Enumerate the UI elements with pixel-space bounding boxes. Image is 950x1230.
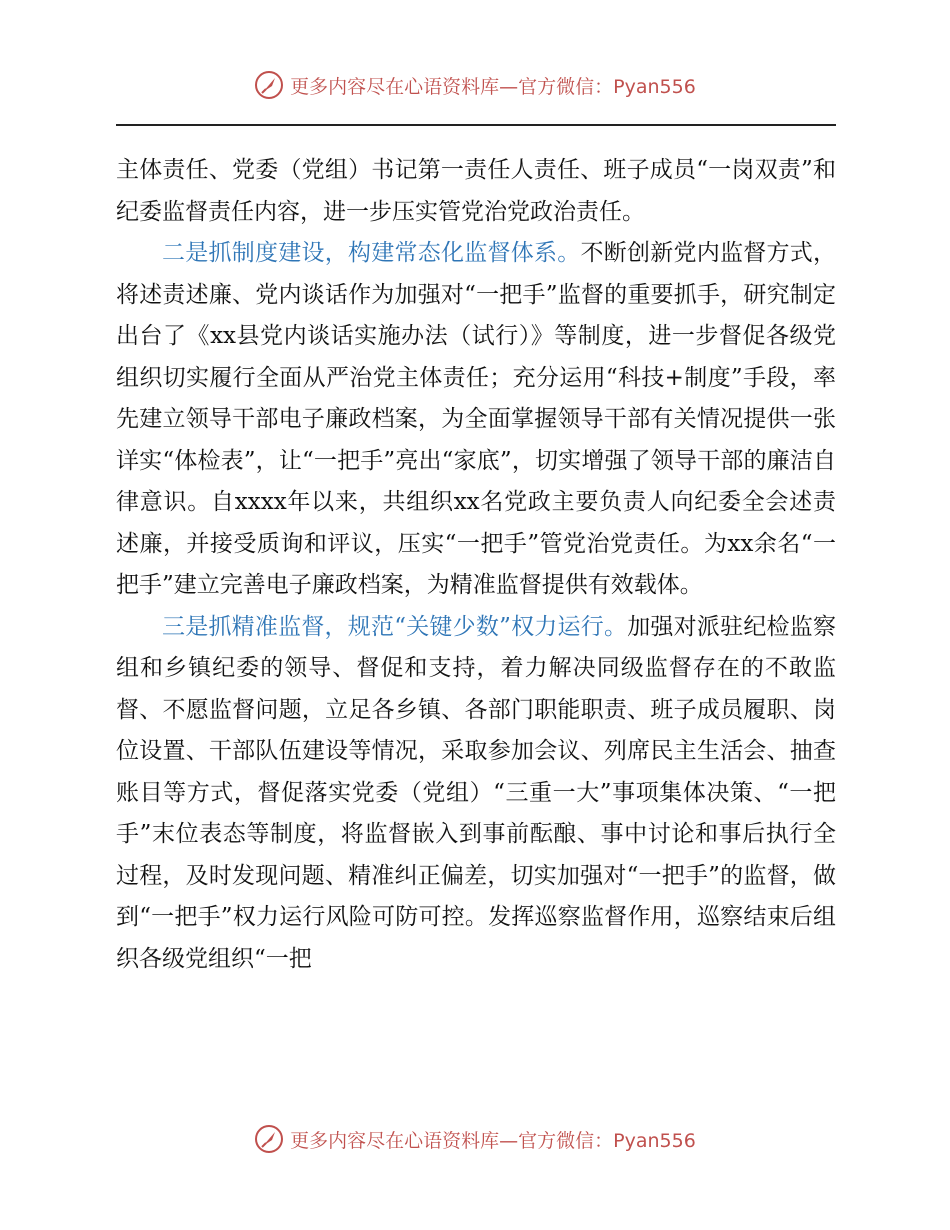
document-body [116, 150, 836, 980]
footer-watermark-text: 更多内容尽在心语资料库—官方微信：Pyan556 [290, 1129, 696, 1152]
paragraph-3-text: 加强对派驻纪检监察组和乡镇纪委的领导、督促和支持，着力解决同级监督存在的不敢监督、不愿监督问题，立足各乡镇、各部门职能职责、班子成员履职、岗位设置、干部队伍建设等情况，采取参加会议、列席民主生活会、抽查账目等方式，督促落实党委（党组）“三重一大”事项集体决策、“一把手”末位表态等制度，将监督嵌入到事前酝酿、事中讨论和事后执行全过程，及时发现问题、精准纠正偏差，切实加强对“一把手”的监督，做到“一把手”权力运行风险可防可控。发挥巡察监督作用，巡察结束后组织各级党组织“一把 [116, 613, 836, 972]
paragraph-3 [116, 607, 836, 981]
footer-watermark [0, 1124, 950, 1154]
feather-pen-logo-icon [254, 70, 284, 100]
paragraph-2 [116, 233, 836, 607]
header-watermark [0, 70, 950, 100]
paragraph-3-heading: 三是抓精准监督，规范“关键少数”权力运行。 [162, 613, 628, 640]
paragraph-1: 主体责任、党委（党组）书记第一责任人责任、班子成员“一岗双责”和纪委监督责任内容，进一步压实管党治党政治责任。 [116, 157, 836, 225]
header-watermark-text: 更多内容尽在心语资料库—官方微信：Pyan556 [290, 75, 696, 98]
feather-pen-logo-icon [254, 1124, 284, 1154]
header-divider [116, 124, 836, 126]
paragraph-2-heading: 二是抓制度建设，构建常态化监督体系。 [162, 240, 581, 266]
paragraph-2-text: 不断创新党内监督方式，将述责述廉、党内谈话作为加强对“一把手”监督的重要抓手，研究制定出台了《xx县党内谈话实施办法（试行）》等制度，进一步督促各级党组织切实履行全面从严治党主体责任；充分运用“科技+制度”手段，率先建立领导干部电子廉政档案，为全面掌握领导干部有关情况提供一张详实“体检表”，让“一把手”亮出“家底”，切实增强了领导干部的廉洁自律意识。自xxxx年以来，共组织xx名党政主要负责人向纪委全会述责述廉，并接受质询和评议，压实“一把手”管党治党责任。为xx余名“一把手”建立完善电子廉政档案，为精准监督提供有效载体。 [116, 240, 836, 598]
